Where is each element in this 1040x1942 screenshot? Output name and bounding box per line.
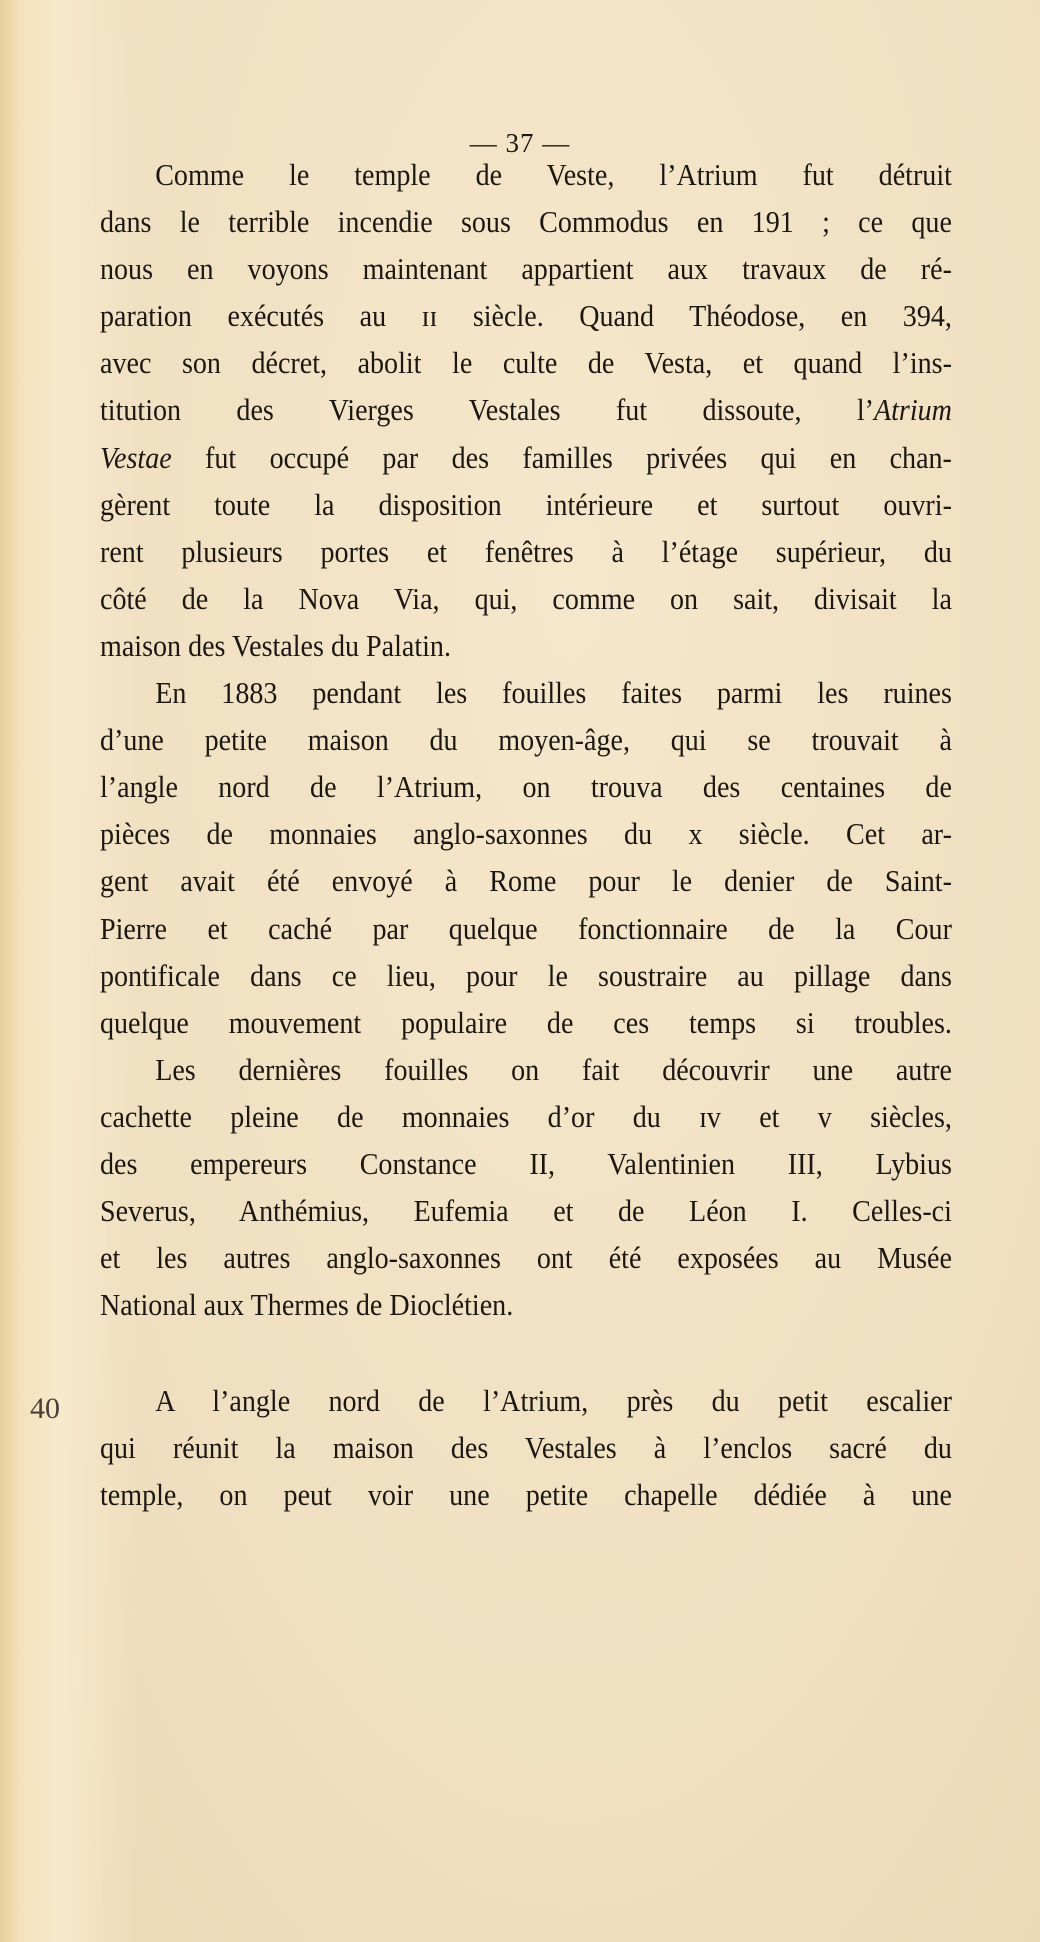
text-line: Severus, Anthémius, Eufemia et de Léon I. Celles-ci: [100, 1194, 952, 1229]
text-line: gèrent toute la disposition intérieure et surtout ouvri-: [100, 487, 952, 522]
text-line: nous en voyons maintenant appartient aux travaux de ré-: [100, 252, 952, 287]
text-line: paration exécutés au ɪɪ siècle. Quand Théodose, en 394,: [100, 299, 952, 334]
text-line: gent avait été envoyé à Rome pour le denier de Saint-: [100, 864, 952, 899]
page-number: — 37 —: [469, 128, 571, 158]
paragraph-3: [100, 1047, 952, 1330]
text-line: Les dernières fouilles on fait découvrir une autre: [155, 1052, 952, 1087]
paragraph-1: [100, 152, 952, 670]
text-segment: titution des Vierges Vestales fut dissoute, l’: [100, 393, 874, 428]
paragraph-4: [100, 1378, 952, 1519]
margin-number: 40: [30, 1392, 60, 1425]
main-text-block: [100, 152, 952, 1329]
text-line: En 1883 pendant les fouilles faites parmi les ruines: [155, 676, 952, 711]
text-line: [100, 435, 952, 482]
text-line: cachette pleine de monnaies d’or du ɪᴠ et ᴠ siècles,: [100, 1099, 952, 1134]
section-text-block: [100, 1378, 952, 1519]
text-line: côté de la Nova Via, qui, comme on sait, divisait la: [100, 581, 952, 616]
text-line: des empereurs Constance II, Valentinien III, Lybius: [100, 1146, 952, 1181]
text-line: avec son décret, abolit le culte de Vesta, et quand l’ins-: [100, 346, 952, 381]
italic-term: Vestae: [100, 440, 172, 475]
text-line: National aux Thermes de Dioclétien.: [100, 1288, 514, 1323]
text-line: rent plusieurs portes et fenêtres à l’étage supérieur, du: [100, 534, 952, 569]
text-line: pontificale dans ce lieu, pour le soustraire au pillage dans: [100, 958, 952, 993]
text-line: l’angle nord de l’Atrium, on trouva des centaines de: [100, 770, 952, 805]
paragraph-2: [100, 670, 952, 1047]
text-line: [100, 387, 952, 434]
text-line: et les autres anglo-saxonnes ont été exposées au Musée: [100, 1241, 952, 1276]
italic-term: Atrium: [873, 393, 952, 428]
text-line: quelque mouvement populaire de ces temps si troubles.: [100, 1005, 952, 1040]
text-line: qui réunit la maison des Vestales à l’enclos sacré du: [100, 1431, 952, 1466]
text-segment: fut occupé par des familles privées qui en chan-: [171, 440, 952, 475]
text-line: d’une petite maison du moyen-âge, qui se trouvait à: [100, 723, 952, 758]
text-line: dans le terrible incendie sous Commodus en 191 ; ce que: [100, 205, 952, 240]
text-line: Comme le temple de Veste, l’Atrium fut détruit: [155, 158, 952, 192]
text-line: A l’angle nord de l’Atrium, près du petit escalier: [155, 1384, 952, 1418]
text-line: temple, on peut voir une petite chapelle dédiée à une: [100, 1478, 952, 1513]
text-line: maison des Vestales du Palatin.: [100, 628, 451, 663]
text-line: Pierre et caché par quelque fonctionnaire de la Cour: [100, 911, 952, 946]
text-line: pièces de monnaies anglo-saxonnes du x siècle. Cet ar-: [100, 817, 952, 852]
